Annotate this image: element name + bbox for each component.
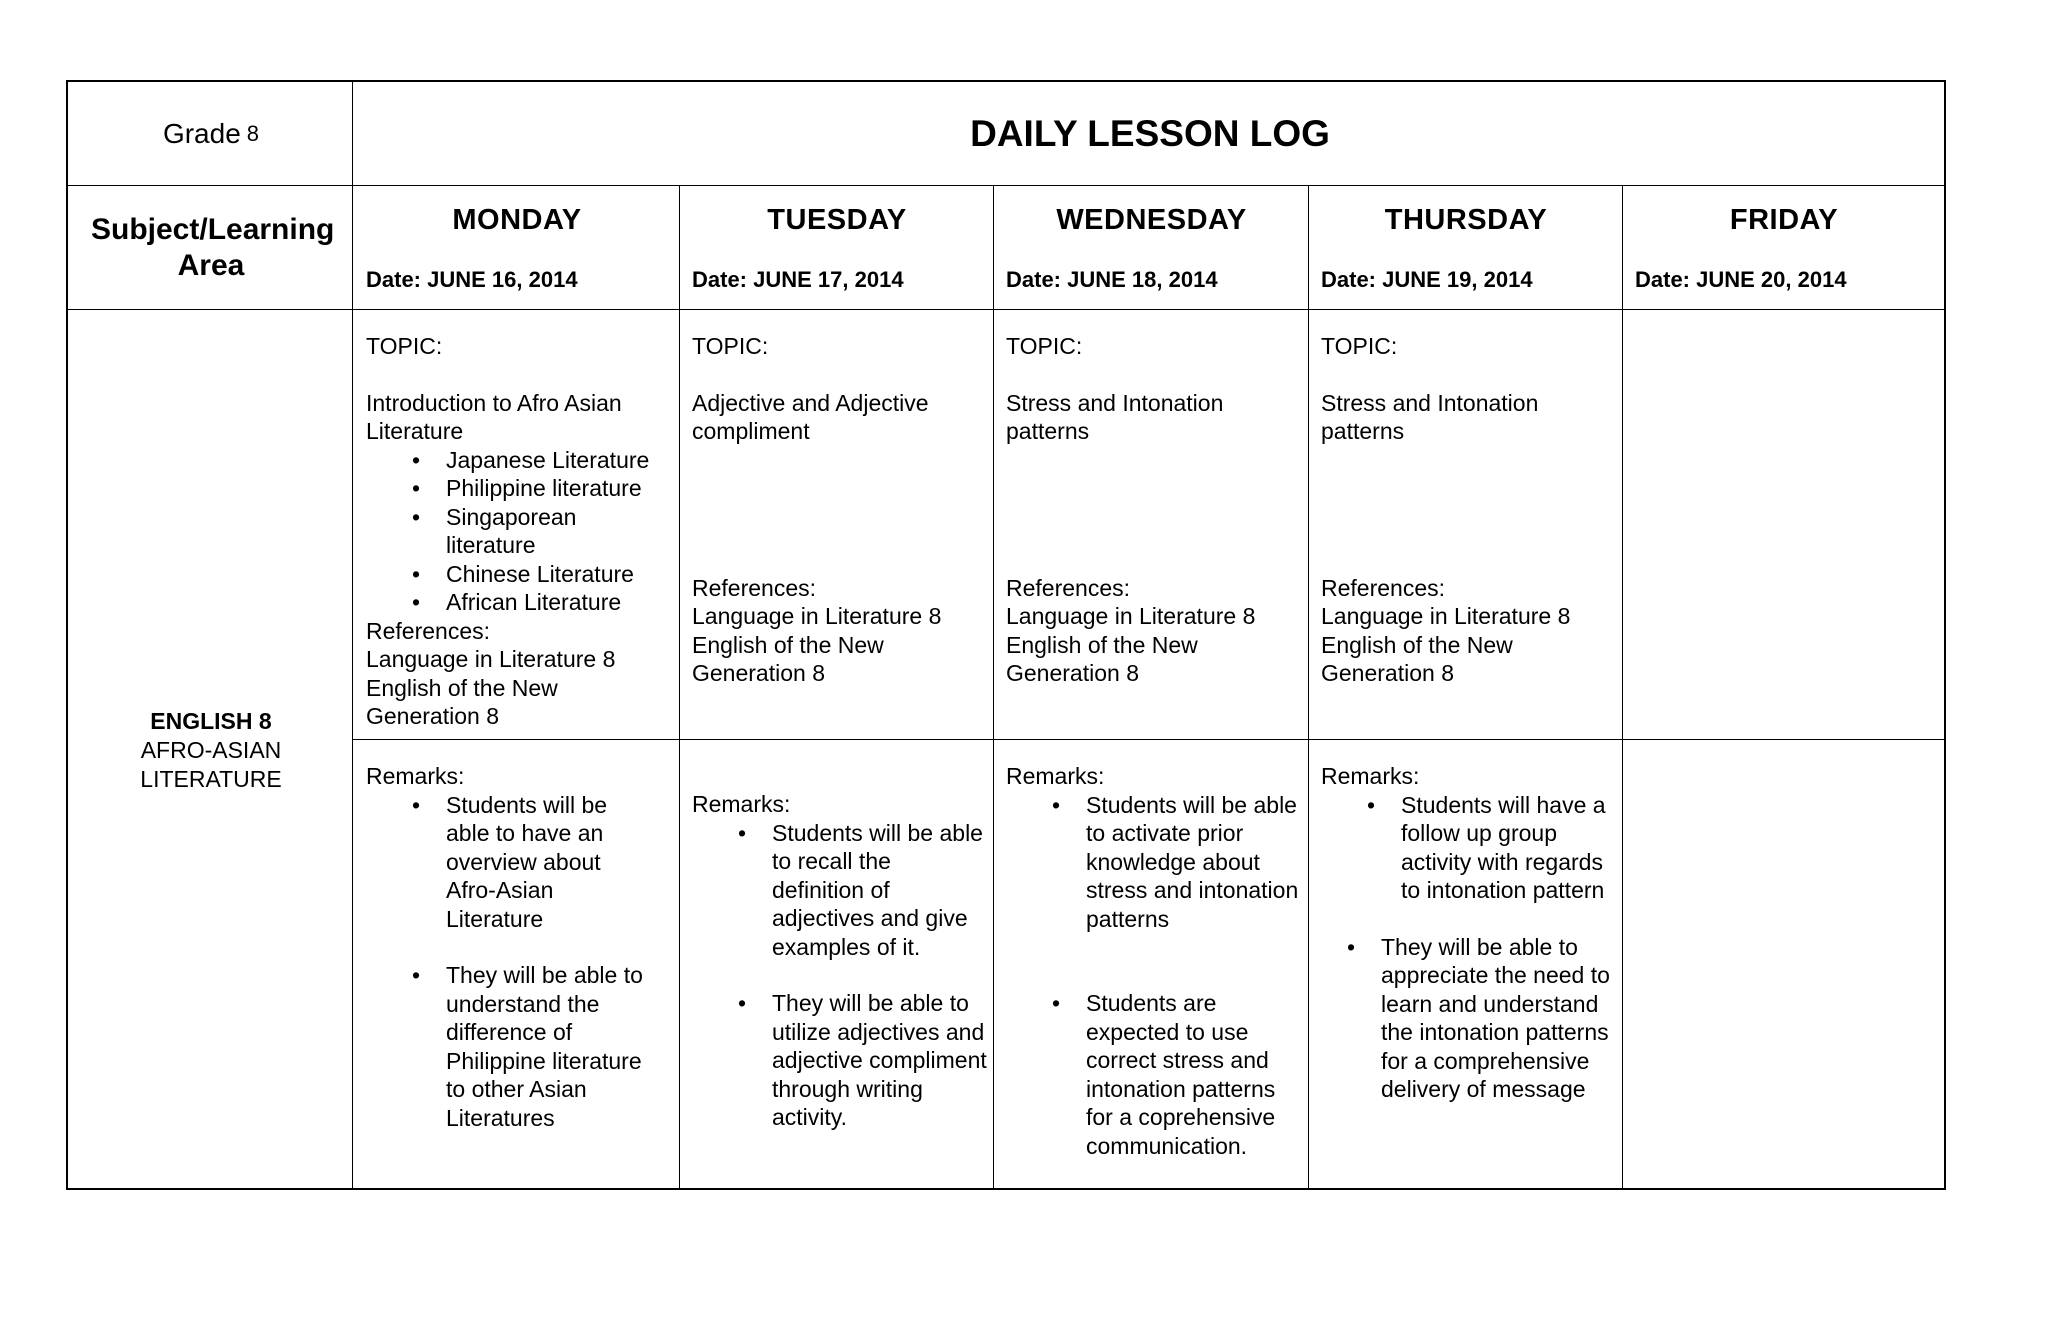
remarks-cell-wednesday bbox=[994, 740, 1309, 1190]
remarks-label: Remarks: bbox=[1321, 763, 1420, 789]
remarks-cell-thursday bbox=[1309, 740, 1623, 1190]
topic-cell-friday bbox=[1623, 310, 1945, 740]
list-item: • Japanese Literature bbox=[366, 446, 670, 475]
grade-label bbox=[68, 82, 354, 186]
grade-text: Grade bbox=[162, 118, 241, 149]
topic-label: TOPIC: bbox=[1006, 333, 1083, 359]
reference-line: English of the New bbox=[366, 674, 558, 701]
reference-line: Generation 8 bbox=[1321, 660, 1454, 686]
subject-area-line: LITERATURE bbox=[140, 765, 282, 792]
reference-line: Generation 8 bbox=[1006, 660, 1139, 686]
day-date: Date: JUNE 17, 2014 bbox=[692, 267, 904, 292]
reference-line: English of the New bbox=[1006, 631, 1198, 658]
remarks-cell-monday bbox=[354, 740, 680, 1190]
list-item: • They will be able to utilize adjectives and adjective compliment through writing activity. bbox=[692, 989, 987, 1132]
topic-cell-wednesday bbox=[994, 310, 1309, 740]
day-name: THURSDAY bbox=[1384, 204, 1548, 236]
page-title: DAILY LESSON LOG bbox=[970, 113, 1330, 154]
reference-line: Language in Literature 8 bbox=[692, 603, 942, 629]
topic-text: compliment bbox=[692, 418, 810, 444]
topic-text: Stress and Intonation bbox=[1321, 389, 1539, 416]
reference-line: Language in Literature 8 bbox=[366, 646, 616, 672]
day-header-friday bbox=[1623, 186, 1945, 310]
day-name: TUESDAY bbox=[767, 204, 907, 236]
day-header-tuesday bbox=[680, 186, 994, 310]
day-date: Date: JUNE 16, 2014 bbox=[366, 267, 578, 292]
remarks-list bbox=[1006, 791, 1299, 934]
topic-label: TOPIC: bbox=[1321, 333, 1398, 359]
remarks-cell-tuesday bbox=[680, 740, 994, 1190]
list-item: • They will be able to appreciate the need to learn and understand the intonation patterns for a comprehensive delivery of message bbox=[1321, 933, 1616, 1104]
list-item: • Philippine literature bbox=[366, 474, 670, 503]
references-label: References: bbox=[1006, 574, 1131, 601]
day-name: WEDNESDAY bbox=[1056, 204, 1247, 236]
topic-text: Introduction to Afro Asian bbox=[366, 389, 622, 416]
reference-line: English of the New bbox=[692, 631, 884, 658]
day-date: Date: JUNE 18, 2014 bbox=[1006, 267, 1218, 292]
list-item: • Students will be able to have an overview about Afro-Asian Literature bbox=[366, 791, 626, 934]
list-item: • Students will be able to recall the definition of adjectives and give examples of it. bbox=[692, 819, 987, 962]
list-item: • Students will be able to activate prior knowledge about stress and intonation patterns bbox=[1006, 791, 1301, 934]
references-label: References: bbox=[366, 617, 491, 644]
list-item: • They will be able to understand the difference of Philippine literature to other Asian Literatures bbox=[366, 961, 666, 1132]
topic-label: TOPIC: bbox=[366, 333, 443, 359]
grade-number: 8 bbox=[246, 121, 260, 146]
references-label: References: bbox=[692, 574, 817, 601]
lesson-log-table bbox=[66, 80, 1946, 1190]
topic-text: Stress and Intonation bbox=[1006, 389, 1224, 416]
day-name: MONDAY bbox=[452, 204, 582, 236]
reference-line: English of the New bbox=[1321, 631, 1513, 658]
remarks-label: Remarks: bbox=[1006, 763, 1105, 789]
day-date: Date: JUNE 19, 2014 bbox=[1321, 267, 1533, 292]
topic-text: Adjective and Adjective bbox=[692, 389, 929, 416]
subject-area-label: Subject/Learning Area bbox=[91, 213, 335, 282]
reference-line: Language in Literature 8 bbox=[1321, 603, 1571, 629]
list-item: • Chinese Literature bbox=[366, 560, 670, 589]
topic-text: patterns bbox=[1006, 418, 1090, 444]
reference-line: Generation 8 bbox=[692, 660, 825, 686]
remarks-list bbox=[366, 791, 670, 934]
subject-cell bbox=[68, 310, 354, 1190]
remarks-label: Remarks: bbox=[692, 791, 791, 817]
reference-line: Generation 8 bbox=[366, 703, 499, 729]
list-item: • Students are expected to use correct stress and intonation patterns for a coprehensive communication. bbox=[1006, 989, 1301, 1160]
remarks-list bbox=[1006, 989, 1299, 1160]
references-label: References: bbox=[1321, 574, 1446, 601]
topic-text: patterns bbox=[1321, 418, 1405, 444]
day-name: FRIDAY bbox=[1729, 204, 1839, 236]
list-item: • Singaporean literature bbox=[366, 503, 616, 560]
topic-text: Literature bbox=[366, 418, 464, 444]
topic-cell-thursday bbox=[1309, 310, 1623, 740]
day-header-monday bbox=[354, 186, 680, 310]
topic-label: TOPIC: bbox=[692, 333, 769, 359]
day-date: Date: JUNE 20, 2014 bbox=[1635, 267, 1847, 292]
list-item: • Students will have a follow up group activity with regards to intonation pattern bbox=[1321, 791, 1606, 905]
topic-cell-tuesday bbox=[680, 310, 994, 740]
topic-list bbox=[366, 446, 670, 617]
remarks-list bbox=[692, 989, 987, 1132]
reference-line: Language in Literature 8 bbox=[1006, 603, 1256, 629]
list-item: • African Literature bbox=[366, 588, 670, 617]
remarks-list bbox=[1321, 933, 1613, 1104]
subject-name: ENGLISH 8 bbox=[150, 707, 272, 734]
remarks-label: Remarks: bbox=[366, 763, 465, 789]
remarks-list bbox=[366, 961, 670, 1132]
remarks-list bbox=[1321, 791, 1613, 905]
day-header-thursday bbox=[1309, 186, 1623, 310]
topic-cell-monday bbox=[354, 310, 680, 740]
day-header-wednesday bbox=[994, 186, 1309, 310]
subject-area-heading bbox=[68, 186, 354, 310]
remarks-list bbox=[692, 819, 984, 962]
subject-area-line: AFRO-ASIAN bbox=[140, 736, 282, 763]
remarks-cell-friday bbox=[1623, 740, 1945, 1190]
